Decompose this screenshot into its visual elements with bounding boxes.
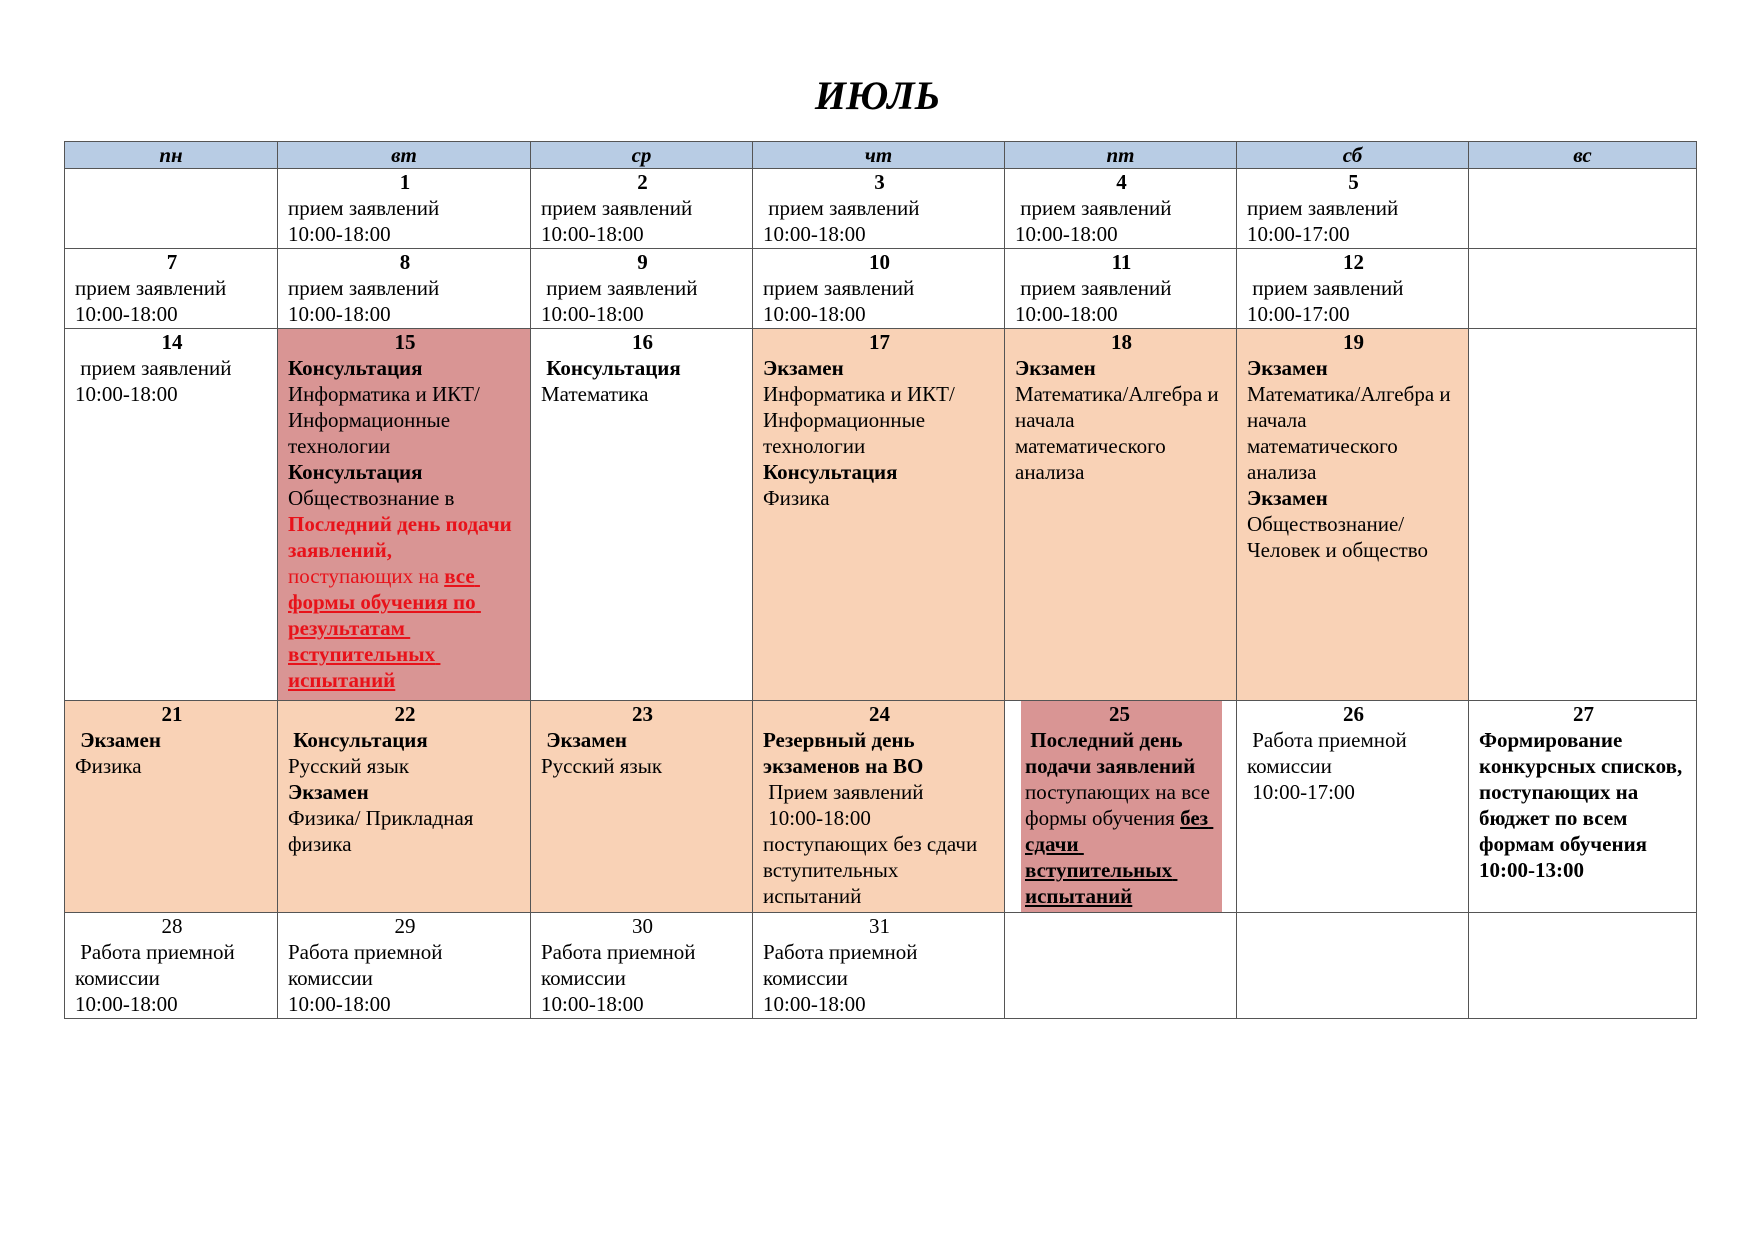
weekday-header: ср <box>531 142 753 169</box>
day-number: 3 <box>874 170 885 194</box>
event-line: Физика/ Прикладная физика <box>288 806 479 856</box>
event-line: 10:00-18:00 <box>763 222 866 246</box>
event-line: прием заявлений <box>1247 196 1399 220</box>
event-line: Последний день подачи заявлений <box>1025 728 1196 778</box>
event-line: 10:00-18:00 <box>75 382 178 406</box>
event-text: без сдачи вступительных испытаний <box>1025 806 1214 908</box>
event-line: прием заявлений <box>1247 276 1404 300</box>
event-line: 10:00-18:00 <box>288 222 391 246</box>
day-number: 5 <box>1348 170 1359 194</box>
day-number: 8 <box>399 250 411 274</box>
event-line: Русский язык <box>288 754 410 778</box>
event-line: Информатика и ИКТ/Информационные технологии <box>288 382 480 458</box>
event-line: Прием заявлений <box>763 780 924 804</box>
event-line: Физика <box>75 754 142 778</box>
event-line: прием заявлений <box>1015 196 1172 220</box>
event-line: Экзамен <box>1015 356 1096 380</box>
day-cell-23 <box>531 701 753 913</box>
event-line <box>288 511 522 563</box>
event-line: 10:00-18:00 <box>1015 302 1118 326</box>
day-cell-3 <box>753 169 1005 249</box>
day-cell-21 <box>65 701 278 913</box>
day-number: 9 <box>637 250 648 274</box>
week-row <box>65 249 1697 329</box>
event-line: Экзамен <box>763 356 844 380</box>
event-line: Резервный день экзаменов на ВО <box>763 728 924 778</box>
event-line <box>288 563 522 693</box>
day-number: 27 <box>1573 702 1594 726</box>
empty-day-cell <box>1469 169 1697 249</box>
weekday-header: вт <box>278 142 531 169</box>
day-number: 22 <box>394 702 416 726</box>
week-row <box>65 329 1697 701</box>
day-cell-24 <box>753 701 1005 913</box>
event-text: поступающих на все формы обучения <box>1025 780 1216 830</box>
event-line: 10:00-18:00 <box>763 302 866 326</box>
empty-day-cell <box>1469 329 1697 701</box>
event-line: Экзамен <box>288 780 369 804</box>
event-line: прием заявлений <box>541 276 698 300</box>
empty-day-cell <box>1237 913 1469 1019</box>
page-title: ИЮЛЬ <box>814 73 941 118</box>
day-cell-7 <box>65 249 278 329</box>
event-line: 10:00-13:00 <box>1479 858 1584 882</box>
event-line: 10:00-17:00 <box>1247 780 1355 804</box>
event-line: Консультация <box>541 356 681 380</box>
day-number: 18 <box>1111 330 1132 354</box>
event-line: Обществознание в <box>288 486 455 510</box>
highlight-block <box>1021 701 1222 912</box>
day-number: 10 <box>869 250 890 274</box>
event-line: Формирование конкурсных списков, поступающих на бюджет по всем формам обучения <box>1479 728 1688 856</box>
event-line: 10:00-18:00 <box>75 992 178 1016</box>
day-cell-4 <box>1005 169 1237 249</box>
event-line: 10:00-18:00 <box>541 222 644 246</box>
week-row <box>65 913 1697 1019</box>
event-line: прием заявлений <box>1015 276 1172 300</box>
event-line: 10:00-18:00 <box>1015 222 1118 246</box>
day-cell-17 <box>753 329 1005 701</box>
day-cell-1 <box>278 169 531 249</box>
day-cell-27 <box>1469 701 1697 913</box>
event-line: Математика/Алгебра и начала математического анализа <box>1247 382 1456 484</box>
day-number: 31 <box>869 914 890 938</box>
event-line: 10:00-18:00 <box>763 806 871 830</box>
event-text: поступающих на <box>288 564 445 588</box>
day-number: 15 <box>394 330 416 354</box>
event-line: прием заявлений <box>75 356 232 380</box>
day-number: 4 <box>1116 170 1127 194</box>
day-number: 28 <box>161 914 183 938</box>
event-line: Работа приемной комиссии <box>763 940 923 990</box>
event-line: Физика <box>763 486 830 510</box>
event-line: прием заявлений <box>288 196 440 220</box>
day-number: 1 <box>399 170 411 194</box>
event-line: 10:00-18:00 <box>75 302 178 326</box>
day-cell-15 <box>278 329 531 701</box>
event-line: прием заявлений <box>75 276 227 300</box>
event-line: Консультация <box>763 460 898 484</box>
day-number: 30 <box>632 914 653 938</box>
week-row <box>65 701 1697 913</box>
event-text: Последний день подачи заявлений, <box>288 512 518 562</box>
day-number: 2 <box>637 170 648 194</box>
event-line: Консультация <box>288 728 428 752</box>
event-line: Экзамен <box>1247 356 1328 380</box>
event-line: Консультация <box>288 460 423 484</box>
event-line: Математика <box>541 382 649 406</box>
day-number: 14 <box>161 330 183 354</box>
day-number: 25 <box>1109 702 1130 726</box>
day-number: 16 <box>632 330 653 354</box>
event-line: прием заявлений <box>288 276 440 300</box>
day-number: 21 <box>161 702 183 726</box>
day-cell-2 <box>531 169 753 249</box>
empty-day-cell <box>1469 249 1697 329</box>
event-line: Работа приемной комиссии <box>75 940 240 990</box>
day-cell-22 <box>278 701 531 913</box>
day-number: 12 <box>1343 250 1364 274</box>
event-line: прием заявлений <box>541 196 693 220</box>
event-line: 10:00-18:00 <box>541 992 644 1016</box>
empty-day-cell <box>1005 913 1237 1019</box>
event-line: Работа приемной комиссии <box>541 940 701 990</box>
day-cell-31 <box>753 913 1005 1019</box>
empty-day-cell <box>65 169 278 249</box>
day-cell-28 <box>65 913 278 1019</box>
event-line: 10:00-18:00 <box>541 302 644 326</box>
event-line: Информатика и ИКТ/Информационные технологии <box>763 382 955 458</box>
calendar-table <box>64 141 1697 1019</box>
event-line: 10:00-18:00 <box>763 992 866 1016</box>
weekday-header: пн <box>65 142 278 169</box>
day-cell-25 <box>1005 701 1237 913</box>
event-line: прием заявлений <box>763 276 915 300</box>
event-line: 10:00-17:00 <box>1247 302 1350 326</box>
day-cell-12 <box>1237 249 1469 329</box>
weekday-header: сб <box>1237 142 1469 169</box>
event-line: Русский язык <box>541 754 663 778</box>
day-cell-26 <box>1237 701 1469 913</box>
day-cell-14 <box>65 329 278 701</box>
day-number: 11 <box>1111 250 1132 274</box>
day-number: 19 <box>1343 330 1364 354</box>
day-number: 7 <box>166 250 178 274</box>
day-cell-11 <box>1005 249 1237 329</box>
event-line: прием заявлений <box>763 196 920 220</box>
day-cell-29 <box>278 913 531 1019</box>
day-cell-19 <box>1237 329 1469 701</box>
event-line: Экзамен <box>1247 486 1328 510</box>
day-cell-5 <box>1237 169 1469 249</box>
event-line: 10:00-17:00 <box>1247 222 1350 246</box>
day-number: 23 <box>632 702 653 726</box>
empty-day-cell <box>1469 913 1697 1019</box>
event-line: Математика/Алгебра и начала математического анализа <box>1015 382 1224 484</box>
event-line: поступающих без сдачи вступительных испытаний <box>763 832 983 908</box>
event-line: Консультация <box>288 356 423 380</box>
event-line: Работа приемной комиссии <box>288 940 448 990</box>
weekday-header: вс <box>1469 142 1697 169</box>
weekday-header-row <box>65 142 1697 169</box>
day-cell-30 <box>531 913 753 1019</box>
week-row <box>65 169 1697 249</box>
event-line: Работа приемной комиссии <box>1247 728 1412 778</box>
event-line <box>1025 779 1214 909</box>
day-cell-16 <box>531 329 753 701</box>
day-number: 29 <box>394 914 416 938</box>
event-line: 10:00-18:00 <box>288 992 391 1016</box>
weekday-header: чт <box>753 142 1005 169</box>
event-line: Экзамен <box>75 728 161 752</box>
event-line: Экзамен <box>541 728 627 752</box>
day-number: 26 <box>1343 702 1364 726</box>
day-cell-9 <box>531 249 753 329</box>
weekday-header: пт <box>1005 142 1237 169</box>
day-number: 17 <box>869 330 890 354</box>
day-cell-8 <box>278 249 531 329</box>
event-line: 10:00-18:00 <box>288 302 391 326</box>
day-cell-18 <box>1005 329 1237 701</box>
event-text: все формы обучения по результатам вступительных испытаний <box>288 564 481 692</box>
day-number: 24 <box>869 702 890 726</box>
event-line: Обществознание/ Человек и общество <box>1247 512 1428 562</box>
day-cell-10 <box>753 249 1005 329</box>
